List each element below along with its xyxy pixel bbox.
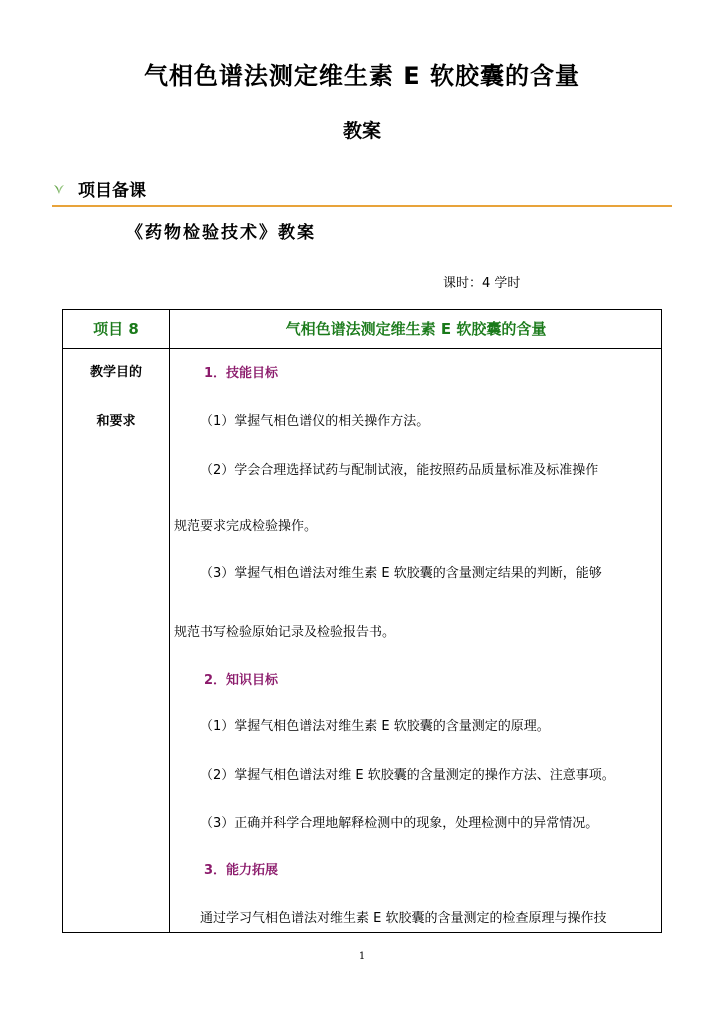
document-title: 气相色谱法测定维生素 E 软胶囊的含量 bbox=[143, 62, 581, 90]
section-heading bbox=[52, 176, 146, 201]
section-label: 项目备课 bbox=[78, 181, 146, 201]
content-line: （2）学会合理选择试药与配制试液，能按照药品质量标准及标准操作 bbox=[200, 463, 599, 478]
table-header-divider bbox=[63, 348, 661, 349]
content-line: 通过学习气相色谱法对维生素 E 软胶囊的含量测定的检查原理与操作技 bbox=[200, 911, 607, 926]
content-line: （1）掌握气相色谱仪的相关操作方法。 bbox=[200, 414, 430, 429]
content-line: （2）掌握气相色谱法对维 E 软胶囊的含量测定的操作方法、注意事项。 bbox=[200, 768, 615, 783]
leaf-icon bbox=[52, 182, 66, 196]
row-label-line-1: 教学目的 bbox=[89, 365, 142, 380]
lesson-plan-table bbox=[62, 309, 662, 933]
project-title: 气相色谱法测定维生素 E 软胶囊的含量 bbox=[285, 320, 547, 338]
class-hours: 课时：4 学时 bbox=[443, 276, 521, 291]
document-subtitle: 教案 bbox=[342, 120, 381, 142]
ability-extension-heading: 3．能力拓展 bbox=[204, 863, 279, 878]
row-label-line-2: 和要求 bbox=[96, 414, 136, 429]
content-line: 规范要求完成检验操作。 bbox=[174, 519, 318, 534]
table-column-divider bbox=[169, 310, 170, 932]
page-number: 1 bbox=[358, 951, 366, 962]
project-number: 项目 8 bbox=[93, 320, 139, 338]
knowledge-goal-heading: 2．知识目标 bbox=[204, 673, 279, 688]
content-line: （3）正确并科学合理地解释检测中的现象，处理检测中的异常情况。 bbox=[200, 816, 599, 831]
content-line: 规范书写检验原始记录及检验报告书。 bbox=[174, 625, 396, 640]
content-line: （3）掌握气相色谱法对维生素 E 软胶囊的含量测定结果的判断，能够 bbox=[200, 566, 602, 581]
section-divider bbox=[52, 205, 672, 207]
course-title: 《药物检验技术》教案 bbox=[126, 223, 316, 243]
skill-goal-heading: 1．技能目标 bbox=[204, 366, 279, 381]
content-line: （1）掌握气相色谱法对维生素 E 软胶囊的含量测定的原理。 bbox=[200, 719, 550, 734]
